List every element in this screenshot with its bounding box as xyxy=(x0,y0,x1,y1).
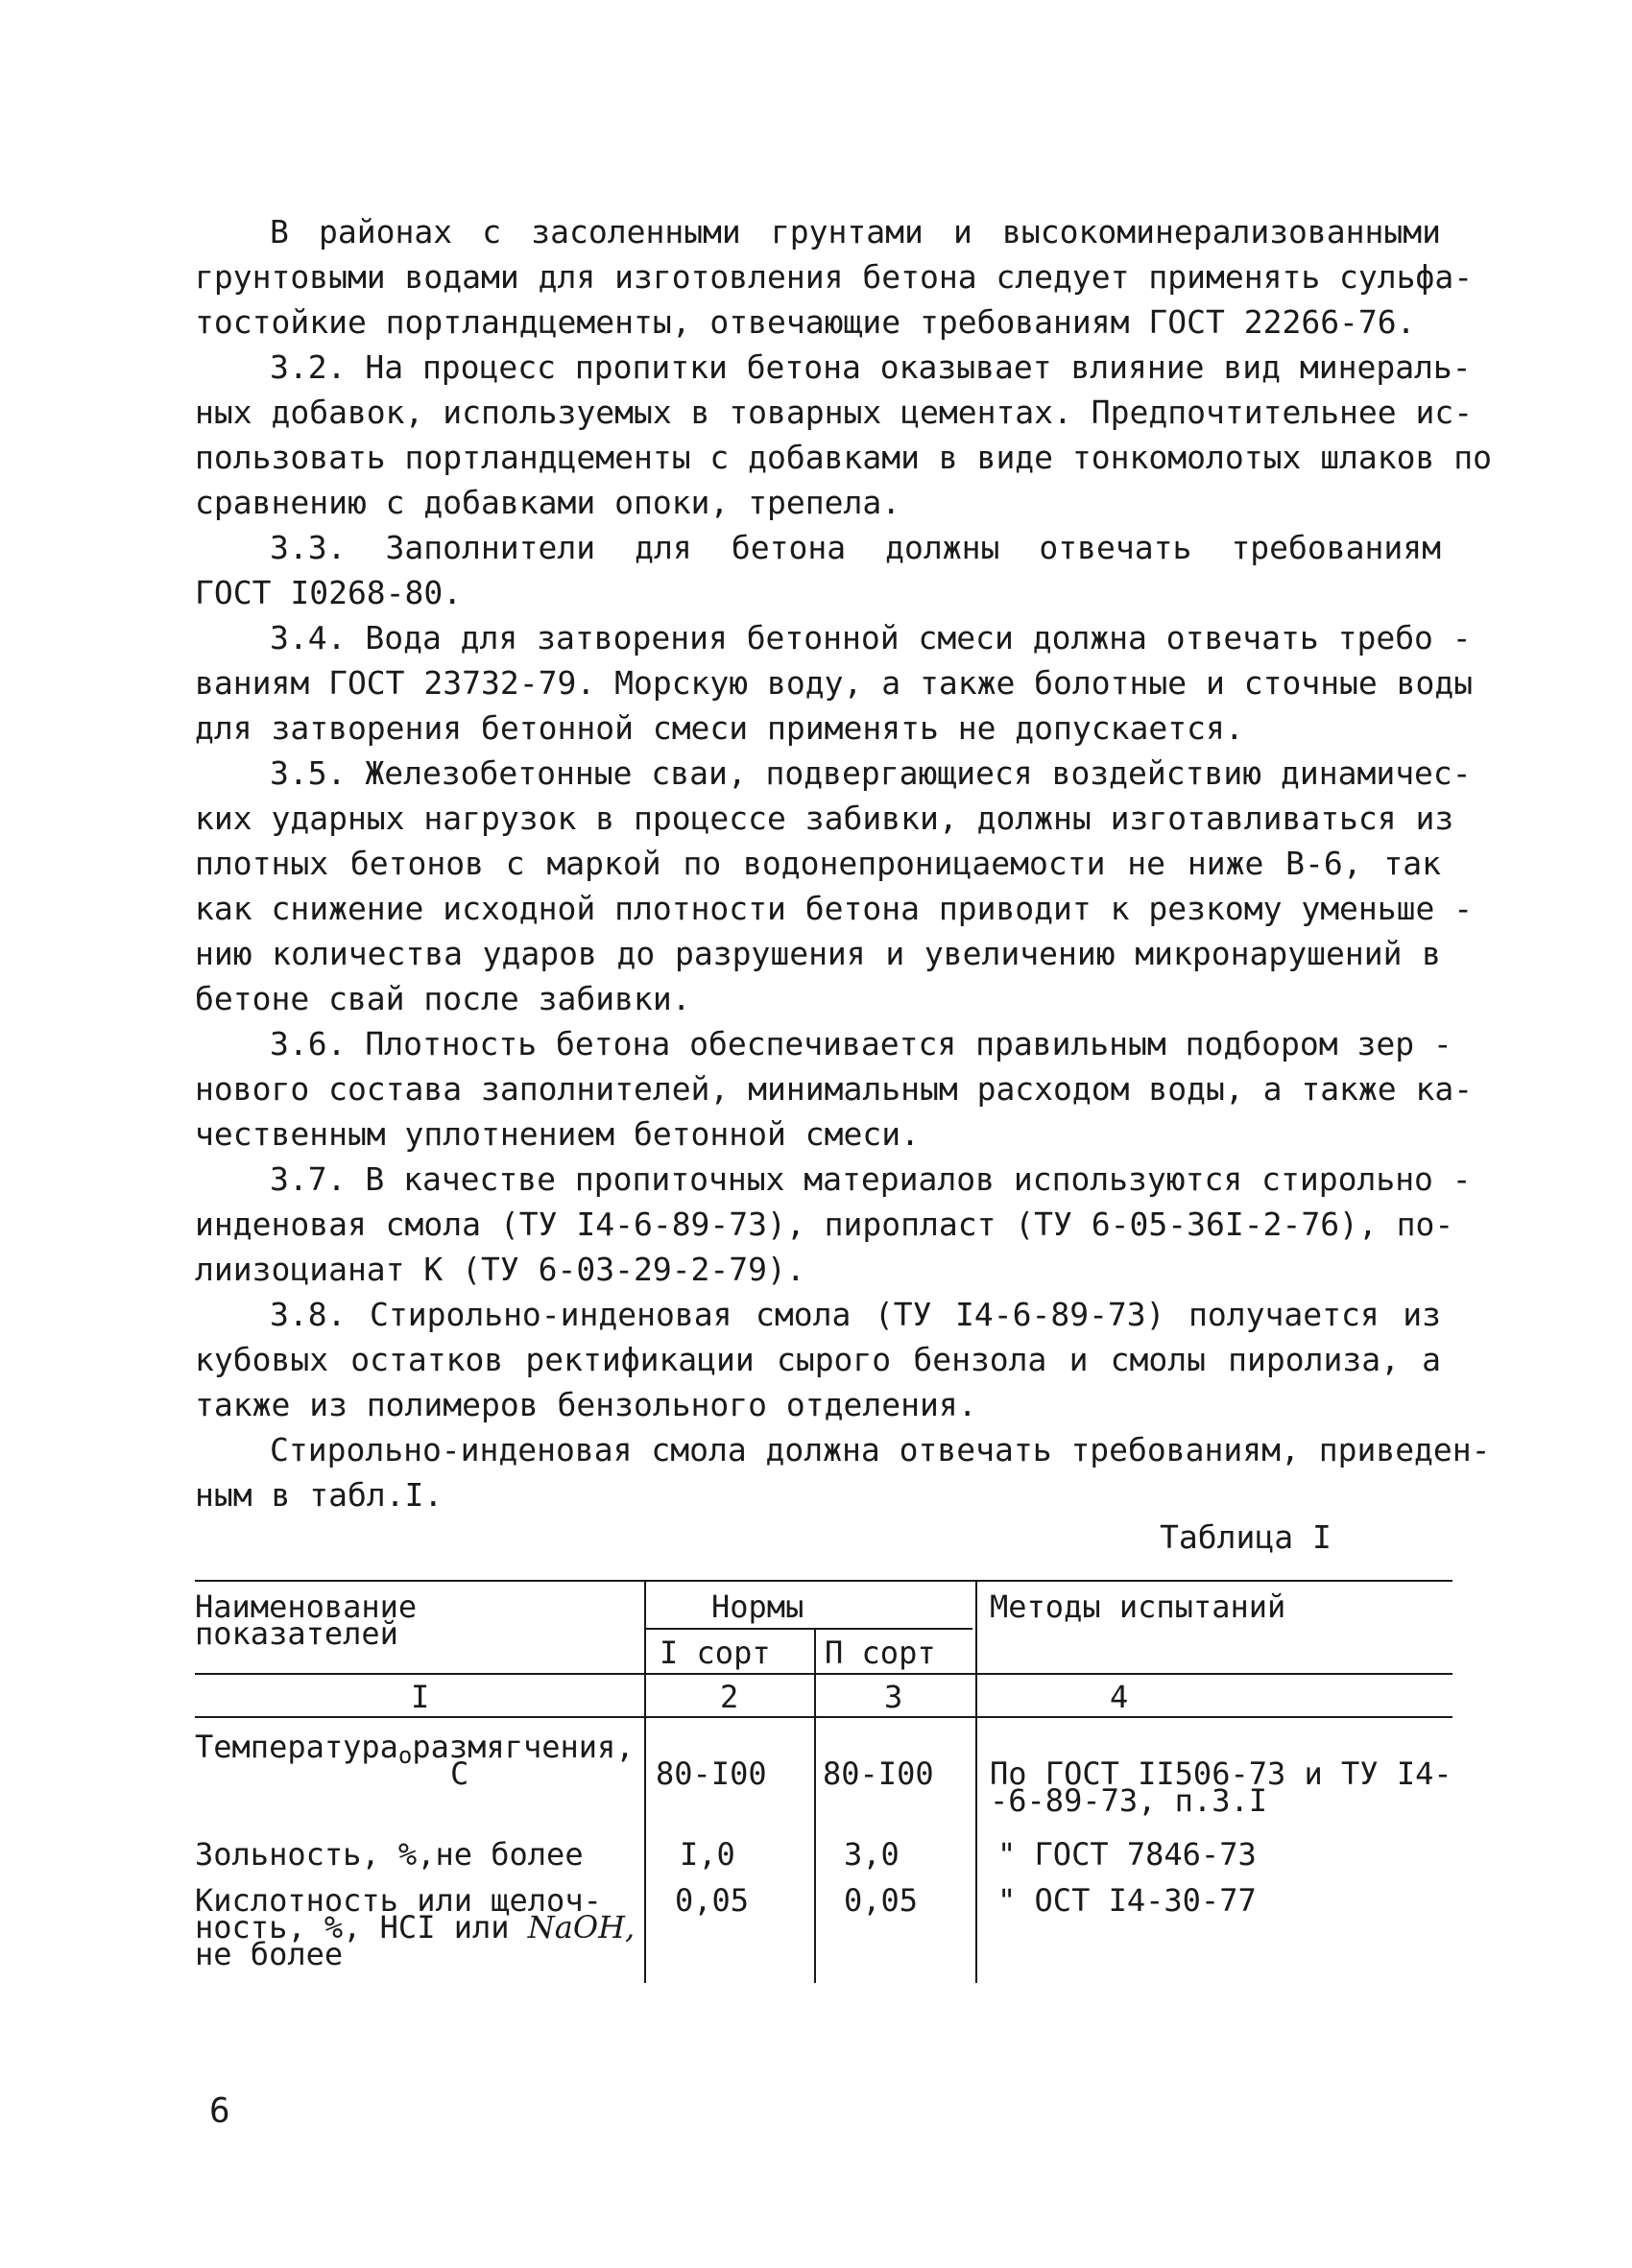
para-5-line-5: нию количества ударов до разрушения и увеличению микронарушений в xyxy=(195,935,1441,972)
para-5-line-3: плотных бетонов с маркой по водонепроницаемости не ниже В-6, так xyxy=(195,845,1441,882)
para-7-line-3: лиизоцианат К (ТУ 6-03-29-2-79). xyxy=(195,1251,805,1288)
row-2-grade-1: I,0 xyxy=(680,1836,735,1873)
row-1-unit: С xyxy=(450,1755,469,1792)
table-caption: Таблица I xyxy=(1160,1518,1332,1556)
row-1-name-text-2: размягчения, xyxy=(412,1729,635,1765)
para-6-line-2: нового состава заполнителей, минимальным расходом воды, а также ка- xyxy=(195,1070,1474,1108)
para-5-line-6: бетоне свай после забивки. xyxy=(195,980,691,1017)
para-7-line-2: инденовая смола (ТУ I4-6-89-73), пиропласт (ТУ 6-05-36I-2-76), по- xyxy=(195,1206,1454,1243)
para-5-line-2: ких ударных нагрузок в процессе забивки, должны изготавливаться из xyxy=(195,800,1454,837)
para-4-line-1: 3.4. Вода для затворения бетонной смеси должна отвечать требо - xyxy=(270,619,1472,657)
page-number: 6 xyxy=(209,2091,230,2131)
row-3-name-line-1: Кислотность или щелоч- xyxy=(195,1882,602,1919)
table-col-divider-3 xyxy=(975,1580,977,1983)
column-number-2: 2 xyxy=(720,1679,739,1715)
row-1-degree-sign: о xyxy=(397,1742,413,1769)
row-3-name-line-3: не более xyxy=(195,1936,344,1972)
para-1-line-1: В районах с засоленными грунтами и высокоминерализованными xyxy=(270,213,1441,251)
row-1-grade-1: 80-I00 xyxy=(656,1755,767,1792)
row-3-grade-2: 0,05 xyxy=(844,1882,919,1919)
column-number-4: 4 xyxy=(1110,1679,1129,1715)
table-rule-numbers xyxy=(195,1716,1452,1718)
row-1-method-line-1: По ГОСТ II506-73 и ТУ I4- xyxy=(990,1755,1452,1792)
para-6-line-3: чественным уплотнением бетонной смеси. xyxy=(195,1115,920,1153)
table-rule-header xyxy=(195,1673,1452,1675)
table-col-divider-2 xyxy=(814,1628,816,1983)
para-3-line-1: 3.3. Заполнители для бетона должны отвечать требованиям xyxy=(270,529,1441,566)
table-col-divider-1 xyxy=(644,1580,646,1983)
para-5-line-1: 3.5. Железобетонные сваи, подвергающиеся воздействию динамичес- xyxy=(270,754,1472,792)
body-text xyxy=(195,209,1493,1517)
para-4-line-3: для затворения бетонной смеси применять не допускается. xyxy=(195,709,1244,747)
row-1-name xyxy=(195,1731,635,1771)
header-grade-1: I сорт xyxy=(660,1635,771,1671)
para-9-line-1: Стирольно-инденовая смола должна отвечать требованиям, приведен- xyxy=(270,1431,1491,1468)
row-1-method-line-2: -6-89-73, п.3.I xyxy=(990,1782,1267,1819)
para-3-line-2: ГОСТ I0268-80. xyxy=(195,574,463,611)
para-5-line-4: как снижение исходной плотности бетона приводит к резкому уменьше - xyxy=(195,890,1474,927)
header-grade-2: П сорт xyxy=(825,1635,936,1671)
column-number-1: I xyxy=(411,1679,430,1715)
para-8-line-1: 3.8. Стирольно-инденовая смола (ТУ I4-6-89-73) получается из xyxy=(270,1296,1441,1333)
table-rule-top xyxy=(195,1580,1452,1582)
row-3-method: " ОСТ I4-30-77 xyxy=(997,1882,1257,1919)
row-1-grade-2: 80-I00 xyxy=(823,1755,934,1792)
header-norms: Нормы xyxy=(711,1588,804,1625)
para-7-line-1: 3.7. В качестве пропиточных материалов используются стирольно - xyxy=(270,1160,1472,1198)
header-name-line-1: Наименование xyxy=(195,1588,418,1625)
para-4-line-2: ваниям ГОСТ 23732-79. Морскую воду, а также болотные и сточные воды xyxy=(195,664,1474,702)
para-2-line-4: сравнению с добавками опоки, трепела. xyxy=(195,484,901,521)
row-2-grade-2: 3,0 xyxy=(844,1836,900,1873)
table-rule-norms xyxy=(646,1628,972,1630)
row-2-method: " ГОСТ 7846-73 xyxy=(997,1836,1257,1873)
row-3-naoh: NaOH, xyxy=(527,1909,636,1946)
row-1-name-text: Температура xyxy=(195,1729,398,1765)
para-2-line-1: 3.2. На процесс пропитки бетона оказывает влияние вид минераль- xyxy=(270,348,1472,386)
para-1-line-2: грунтовыми водами для изготовления бетона следует применять сульфа- xyxy=(195,258,1474,296)
row-3-grade-1: 0,05 xyxy=(675,1882,750,1919)
para-8-line-2: кубовых остатков ректификации сырого бензола и смолы пиролиза, а xyxy=(195,1341,1441,1378)
header-name-line-2: показателей xyxy=(195,1615,398,1652)
para-9-line-2: ным в табл.I. xyxy=(195,1476,444,1514)
para-6-line-1: 3.6. Плотность бетона обеспечивается правильным подбором зер - xyxy=(270,1025,1452,1062)
row-3-name-text: ность, %, НСI или xyxy=(195,1909,510,1946)
header-methods: Методы испытаний xyxy=(990,1588,1286,1625)
para-1-line-3: тостойкие портландцементы, отвечающие требованиям ГОСТ 22266-76. xyxy=(195,303,1416,341)
column-number-3: 3 xyxy=(884,1679,903,1715)
para-8-line-3: также из полимеров бензольного отделения. xyxy=(195,1386,977,1423)
row-2-name: Зольность, %,не более xyxy=(195,1836,584,1873)
para-2-line-2: ных добавок, используемых в товарных цементах. Предпочтительнее ис- xyxy=(195,394,1474,431)
para-2-line-3: пользовать портландцементы с добавками в виде тонкомолотых шлаков по xyxy=(195,439,1493,476)
